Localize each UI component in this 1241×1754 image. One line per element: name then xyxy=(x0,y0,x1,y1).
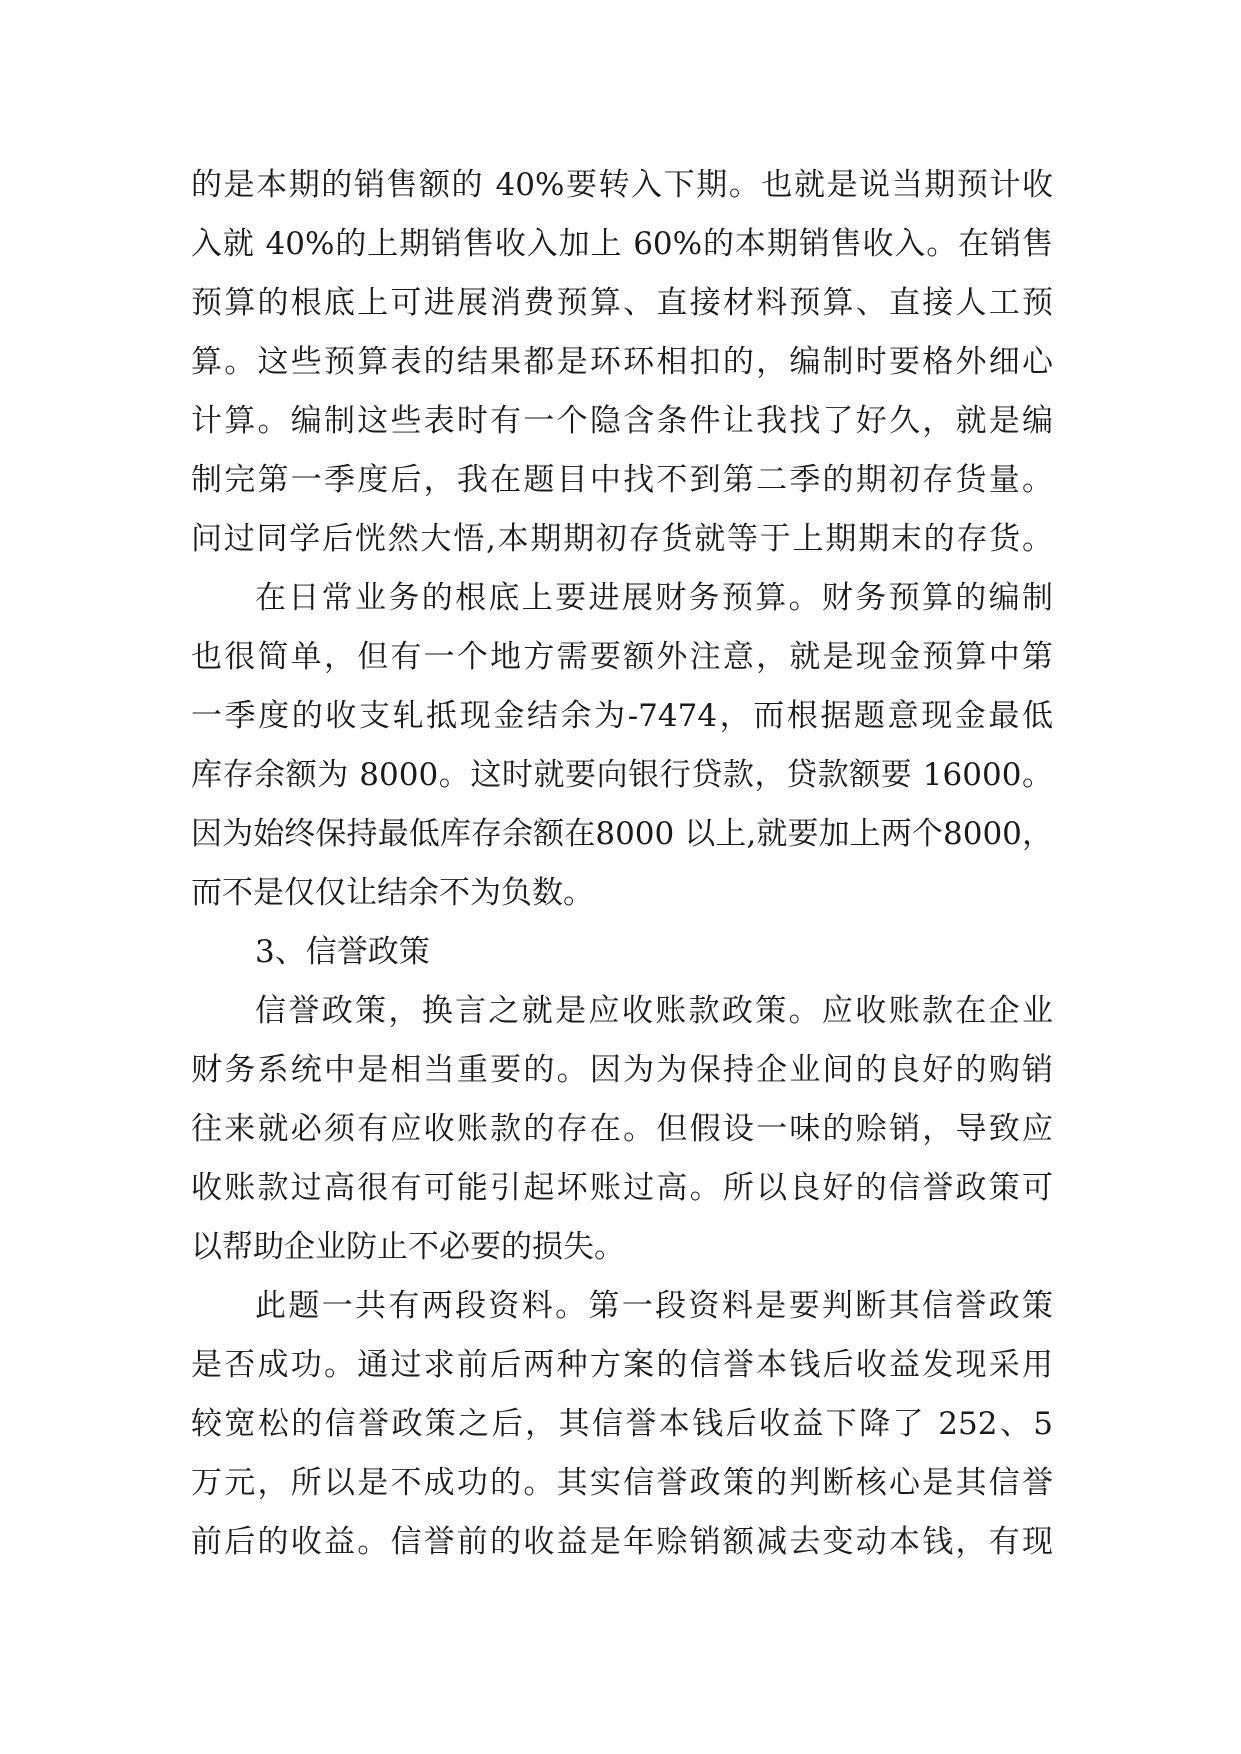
paragraph xyxy=(191,982,1053,1277)
text-line: 制完第一季度后，我在题目中找不到第二季的期初存货量。 xyxy=(191,462,1053,498)
paragraph xyxy=(191,156,1053,569)
text-line: 一季度的收支轧抵现金结余为-7474，而根据题意现金最低 xyxy=(191,698,1053,734)
heading-text: 3、信誉政策 xyxy=(255,934,430,970)
paragraph xyxy=(191,569,1053,923)
text-line: 往来就必须有应收账款的存在。但假设一味的赊销，导致应 xyxy=(191,1111,1053,1147)
section-heading xyxy=(191,923,1053,982)
text-line: 库存余额为 8000。这时就要向银行贷款，贷款额要 16000。 xyxy=(191,757,1053,793)
text-line: 因为始终保持最低库存余额在8000 以上,就要加上两个8000， xyxy=(191,816,1053,852)
document-body xyxy=(191,156,1053,1572)
text-line: 算。这些预算表的结果都是环环相扣的，编制时要格外细心 xyxy=(191,344,1053,380)
paragraph xyxy=(191,1277,1053,1572)
text-line: 是否成功。通过求前后两种方案的信誉本钱后收益发现采用 xyxy=(191,1347,1053,1383)
text-line: 问过同学后恍然大悟,本期期初存货就等于上期期末的存货。 xyxy=(191,521,1053,557)
text-line: 万元，所以是不成功的。其实信誉政策的判断核心是其信誉 xyxy=(191,1465,1053,1501)
text-line: 此题一共有两段资料。第一段资料是要判断其信誉政策 xyxy=(255,1288,1053,1324)
text-line: 的是本期的销售额的 40%要转入下期。也就是说当期预计收 xyxy=(191,167,1053,203)
text-line: 在日常业务的根底上要进展财务预算。财务预算的编制 xyxy=(255,580,1053,616)
text-line: 也很简单，但有一个地方需要额外注意，就是现金预算中第 xyxy=(191,639,1053,675)
text-line: 以帮助企业防止不必要的损失。 xyxy=(191,1229,625,1265)
text-line: 较宽松的信誉政策之后，其信誉本钱后收益下降了 252、5 xyxy=(191,1406,1053,1442)
text-line: 入就 40%的上期销售收入加上 60%的本期销售收入。在销售 xyxy=(191,226,1053,262)
text-line: 而不是仅仅让结余不为负数。 xyxy=(191,875,594,911)
text-line: 前后的收益。信誉前的收益是年赊销额减去变动本钱，有现 xyxy=(191,1524,1053,1560)
text-line: 计算。编制这些表时有一个隐含条件让我找了好久，就是编 xyxy=(191,403,1053,439)
text-line: 信誉政策，换言之就是应收账款政策。应收账款在企业 xyxy=(255,993,1053,1029)
text-line: 预算的根底上可进展消费预算、直接材料预算、直接人工预 xyxy=(191,285,1053,321)
text-line: 收账款过高很有可能引起坏账过高。所以良好的信誉政策可 xyxy=(191,1170,1053,1206)
text-line: 财务系统中是相当重要的。因为为保持企业间的良好的购销 xyxy=(191,1052,1053,1088)
